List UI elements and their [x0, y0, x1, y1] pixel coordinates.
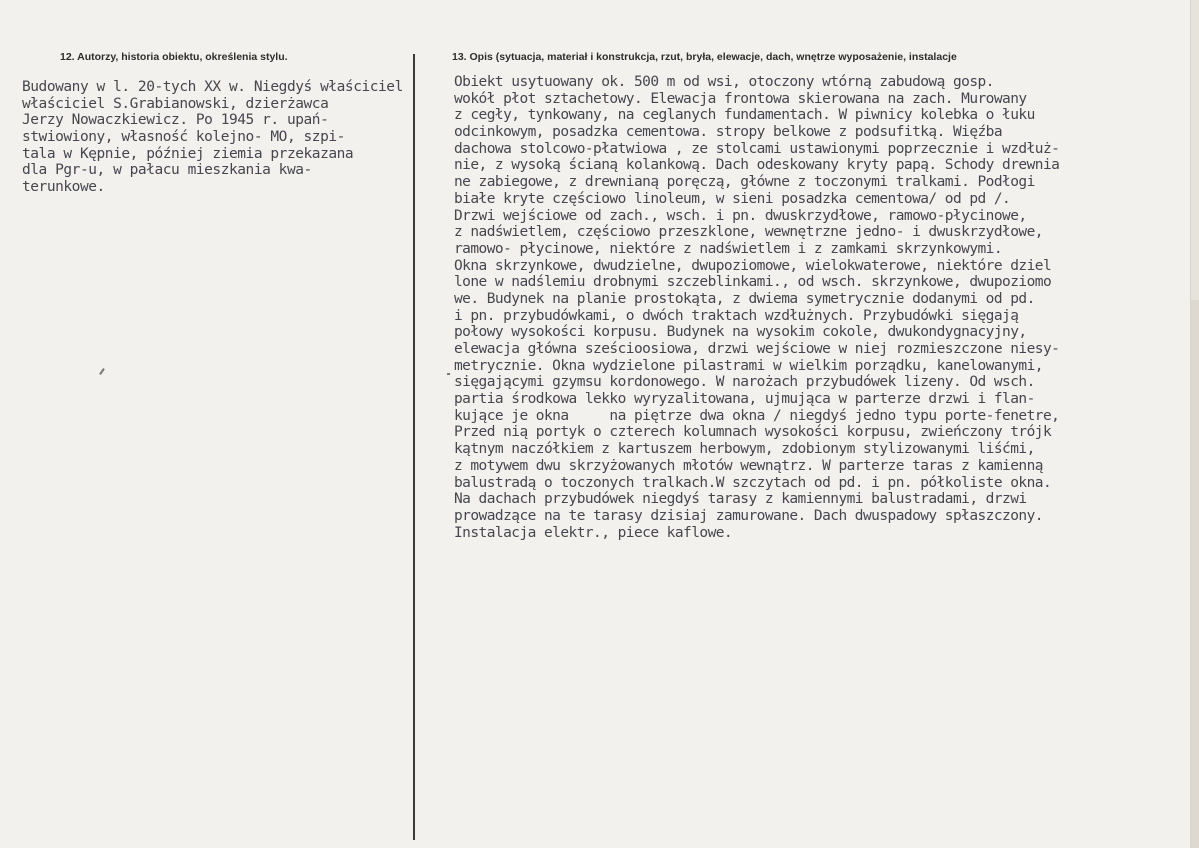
- description-text-line: lone w nadślemiu drobnymi szczeblinkami., od wsch. skrzynkowe, dwupoziomo: [454, 274, 1052, 291]
- section-13-heading: 13. Opis (sytuacja, materiał i konstrukcja, rzut, bryła, elewacje, dach, wnętrze wyposażenie, instalacje: [452, 51, 957, 63]
- description-text-line: sięgającymi gzymsu kordonowego. W narożach przybudówek lizeny. Od wsch.: [454, 374, 1035, 391]
- description-text-line: prowadzące na te tarasy dzisiaj zamurowane. Dach dwuspadowy spłaszczony.: [454, 507, 1043, 524]
- description-text-line: we. Budynek na planie prostokąta, z dwiema symetrycznie dodanymi od pd.: [454, 290, 1035, 307]
- description-text-line: Na dachach przybudówek niegdyś tarasy z kamiennymi balustradami, drzwi: [454, 491, 1027, 508]
- description-text-line: Okna skrzynkowe, dwudzielne, dwupoziomowe, wielokwaterowe, niektóre dziel: [454, 257, 1052, 274]
- description-text-line: Instalacja elektr., piece kaflowe.: [454, 524, 733, 541]
- description-text-line: ramowo- płycinowe, niektóre z nadświetlem i z zamkami skrzynkowymi.: [454, 240, 1003, 257]
- column-divider: [413, 54, 415, 840]
- history-text-line: Budowany w l. 20-tych XX w. Niegdyś właściciel: [22, 79, 403, 95]
- description-text-line: odcinkowym, posadzka cementowa. stropy belkowe z podsufitką. Więźba: [454, 124, 1003, 141]
- history-text-line: terunkowe.: [22, 179, 105, 196]
- pencil-dot: [447, 373, 450, 375]
- description-text-line: z nadświetlem, częściowo przeszklone, wewnętrzne jedno- i dwuskrzydłowe,: [454, 224, 1043, 241]
- history-typed-text: [22, 79, 403, 196]
- description-text-line: wokół płot sztachetowy. Elewacja frontowa skierowana na zach. Murowany: [454, 90, 1027, 107]
- description-text-line: białe kryte częściowo linoleum, w sieni posadzka cementowa/ od pd /.: [454, 190, 1011, 207]
- history-text-line: stwiowiony, własność kolejno- MO, szpi-: [22, 129, 345, 146]
- description-text-line: Drzwi wejściowe od zach., wsch. i pn. dwuskrzydłowe, ramowo-płycinowe,: [454, 207, 1027, 224]
- description-text-line: Przed nią portyk o czterech kolumnach wysokości korpusu, zwieńczony trójk: [454, 424, 1052, 441]
- description-typed-text: [454, 74, 1059, 541]
- page-edge: [1190, 0, 1199, 848]
- history-text-line: dla Pgr-u, w pałacu mieszkania kwa-: [22, 162, 312, 179]
- description-text-line: i pn. przybudówkami, o dwóch traktach wzdłużnych. Przybudówki sięgają: [454, 307, 1019, 324]
- history-text-line: tala w Kępnie, później ziemia przekazana: [22, 145, 354, 162]
- description-text-line: kujące je okna na piętrze dwa okna / niegdyś jedno typu porte-fenetre,: [454, 407, 1060, 424]
- description-text-line: balustradą o toczonych tralkach.W szczytach od pd. i pn. półkoliste okna.: [454, 474, 1052, 491]
- description-text-line: elewacja główna sześcioosiowa, drzwi wejściowe w niej rozmieszczone niesy-: [454, 341, 1060, 357]
- description-text-line: połowy wysokości korpusu. Budynek na wysokim cokole, dwukondygnacyjny,: [454, 324, 1027, 341]
- history-text-line: Jerzy Nowaczkiewicz. Po 1945 r. upań-: [22, 112, 329, 129]
- description-text-line: dachowa stolcowo-płatwiowa , ze stolcami ustawionymi poprzecznie i wzdłuż-: [454, 140, 1060, 157]
- description-text-line: ne zabiegowe, z drewnianą poręczą, główne z toczonymi tralkami. Podłogi: [454, 174, 1035, 191]
- section-12-heading: 12. Autorzy, historia obiektu, określenia stylu.: [60, 51, 288, 63]
- description-text-line: z motywem dwu skrzyżowanych młotów wewnątrz. W parterze taras z kamienną: [454, 457, 1043, 474]
- description-text-line: z cegły, tynkowany, na ceglanych fundamentach. W piwnicy kolebka o łuku: [454, 107, 1035, 124]
- description-text-line: Obiekt usytuowany ok. 500 m od wsi, otoczony wtórną zabudową gosp.: [454, 74, 994, 90]
- description-text-line: nie, z wysoką ścianą kolankową. Dach odeskowany kryty papą. Schody drewnia: [454, 157, 1060, 174]
- description-text-line: partia środkowa lekko wyryzalitowana, ujmująca w parterze drzwi i flan-: [454, 391, 1035, 408]
- description-text-line: kątnym naczółkiem z kartuszem herbowym, zdobionym stylizowanymi liśćmi,: [454, 441, 1035, 458]
- history-text-line: właściciel S.Grabianowski, dzierżawca: [22, 95, 329, 112]
- pencil-mark: [99, 368, 105, 375]
- description-text-line: metrycznie. Okna wydzielone pilastrami w wielkim porządku, kanelowanymi,: [454, 357, 1043, 374]
